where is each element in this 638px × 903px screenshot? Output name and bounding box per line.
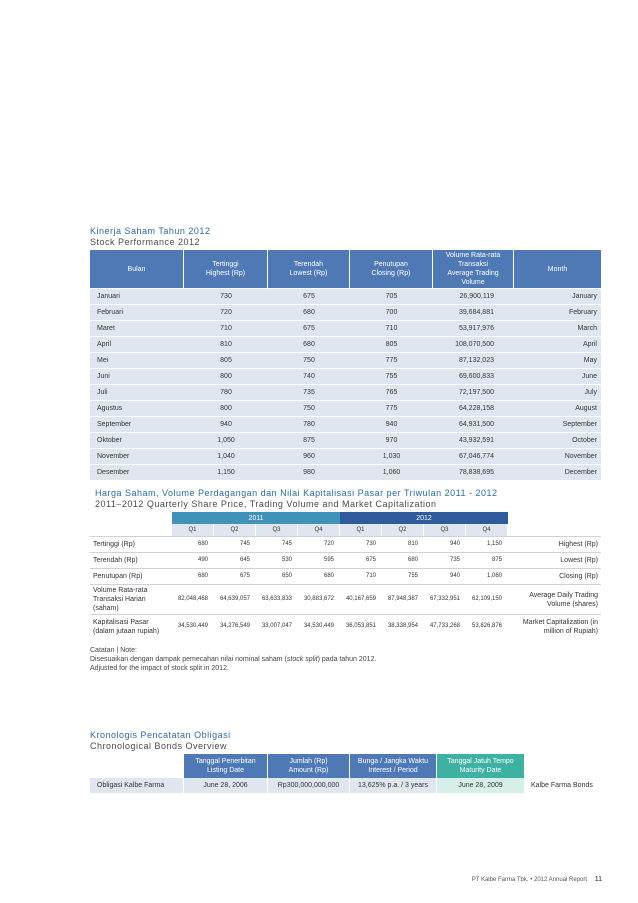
month-id-cell: November bbox=[90, 448, 184, 464]
quarter-header: Q4 bbox=[298, 524, 340, 536]
month-en-cell: January bbox=[514, 288, 601, 304]
quarter-value-cell: 720 bbox=[298, 536, 340, 552]
closing-cell: 710 bbox=[350, 320, 433, 336]
table-row bbox=[90, 384, 601, 400]
quarter-value-cell: 1,150 bbox=[466, 536, 508, 552]
footer-report: 2012 Annual Report bbox=[534, 877, 588, 883]
month-id-cell: Oktober bbox=[90, 432, 184, 448]
quarter-value-cell: 34,530,449 bbox=[172, 614, 214, 638]
quarter-value-cell: 735 bbox=[424, 552, 466, 568]
header-interest: Bunga / Jangka Waktu Interest / Period bbox=[350, 754, 437, 778]
highest-cell: 1,150 bbox=[184, 464, 268, 480]
header-listing-date: Tanggal Penerbitan Listing Date bbox=[184, 754, 268, 778]
table-row bbox=[90, 568, 601, 584]
closing-cell: 775 bbox=[350, 400, 433, 416]
lowest-cell: 750 bbox=[268, 352, 350, 368]
quarter-value-cell: 645 bbox=[214, 552, 256, 568]
quarter-value-cell: 67,332,951 bbox=[424, 584, 466, 614]
notes-heading: Catatan | Note: bbox=[90, 647, 137, 654]
quarter-header: Q2 bbox=[382, 524, 424, 536]
volume-cell: 67,046,774 bbox=[433, 448, 514, 464]
stock-performance-title: Kinerja Saham Tahun 2012 bbox=[90, 226, 211, 236]
quarter-value-cell: 34,530,449 bbox=[298, 614, 340, 638]
lowest-cell: 780 bbox=[268, 416, 350, 432]
closing-cell: 805 bbox=[350, 336, 433, 352]
volume-cell: 64,931,500 bbox=[433, 416, 514, 432]
bonds-header-row bbox=[90, 754, 601, 778]
month-en-cell: April bbox=[514, 336, 601, 352]
header-closing: Penutupan Closing (Rp) bbox=[350, 250, 433, 288]
quarter-header-row bbox=[90, 524, 601, 536]
quarter-value-cell: 64,639,057 bbox=[214, 584, 256, 614]
month-id-cell: Agustus bbox=[90, 400, 184, 416]
closing-cell: 700 bbox=[350, 304, 433, 320]
quarter-value-cell: 33,007,047 bbox=[256, 614, 298, 638]
quarter-value-cell: 940 bbox=[424, 568, 466, 584]
row-label-id: Kapitalisasi Pasar (dalam jutaan rupiah) bbox=[90, 614, 172, 638]
highest-cell: 805 bbox=[184, 352, 268, 368]
closing-cell: 1,030 bbox=[350, 448, 433, 464]
quarter-value-cell: 530 bbox=[256, 552, 298, 568]
bond-amount: Rp300,000,000,000 bbox=[268, 778, 350, 793]
quarter-value-cell: 710 bbox=[340, 568, 382, 584]
bonds-title: Kronologis Pencatatan Obligasi bbox=[90, 730, 231, 740]
table-row bbox=[90, 536, 601, 552]
table-row bbox=[90, 584, 601, 614]
table-row bbox=[90, 304, 601, 320]
table-row bbox=[90, 448, 601, 464]
year-header-row bbox=[90, 512, 601, 524]
table-row bbox=[90, 614, 601, 638]
quarter-value-cell: 675 bbox=[340, 552, 382, 568]
header-lowest: Terendah Lowest (Rp) bbox=[268, 250, 350, 288]
month-id-cell: Mei bbox=[90, 352, 184, 368]
lowest-cell: 740 bbox=[268, 368, 350, 384]
table-row bbox=[90, 464, 601, 480]
lowest-cell: 875 bbox=[268, 432, 350, 448]
header-volume: Volume Rata-rata Transaksi Average Trading Volume bbox=[433, 250, 514, 288]
quarter-value-cell: 745 bbox=[256, 536, 298, 552]
month-en-cell: May bbox=[514, 352, 601, 368]
table-row bbox=[90, 552, 601, 568]
quarterly-title: Harga Saham, Volume Perdagangan dan Nilai Kapitalisasi Pasar per Triwulan 2011 - 2012 bbox=[95, 488, 498, 498]
table-row bbox=[90, 320, 601, 336]
lowest-cell: 960 bbox=[268, 448, 350, 464]
highest-cell: 940 bbox=[184, 416, 268, 432]
quarter-value-cell: 36,053,851 bbox=[340, 614, 382, 638]
highest-cell: 780 bbox=[184, 384, 268, 400]
month-id-cell: Januari bbox=[90, 288, 184, 304]
volume-cell: 53,917,976 bbox=[433, 320, 514, 336]
quarter-value-cell: 34,276,549 bbox=[214, 614, 256, 638]
closing-cell: 775 bbox=[350, 352, 433, 368]
quarter-value-cell: 595 bbox=[298, 552, 340, 568]
highest-cell: 720 bbox=[184, 304, 268, 320]
month-id-cell: Juni bbox=[90, 368, 184, 384]
month-en-cell: February bbox=[514, 304, 601, 320]
page-number: 11 bbox=[594, 876, 602, 883]
volume-cell: 64,228,158 bbox=[433, 400, 514, 416]
month-id-cell: Juli bbox=[90, 384, 184, 400]
quarter-header: Q3 bbox=[256, 524, 298, 536]
lowest-cell: 675 bbox=[268, 320, 350, 336]
quarter-header: Q3 bbox=[424, 524, 466, 536]
row-label-id: Terendah (Rp) bbox=[90, 552, 172, 568]
quarter-value-cell: 680 bbox=[172, 536, 214, 552]
volume-cell: 26,900,119 bbox=[433, 288, 514, 304]
highest-cell: 810 bbox=[184, 336, 268, 352]
table-row bbox=[90, 352, 601, 368]
notes-line-id: Disesuaikan dengan dampak pemecahan nilai nominal saham (stock split) pada tahun 2012. bbox=[90, 656, 377, 663]
table-row bbox=[90, 288, 601, 304]
bond-name-en: Kalbe Farma Bonds bbox=[525, 778, 601, 793]
quarter-value-cell: 680 bbox=[382, 552, 424, 568]
row-label-en: Highest (Rp) bbox=[508, 536, 601, 552]
table-row bbox=[90, 432, 601, 448]
header-bulan: Bulan bbox=[90, 250, 184, 288]
closing-cell: 755 bbox=[350, 368, 433, 384]
quarter-value-cell: 680 bbox=[298, 568, 340, 584]
lowest-cell: 680 bbox=[268, 336, 350, 352]
row-label-id: Volume Rata-rata Transaksi Harian (saham) bbox=[90, 584, 172, 614]
month-en-cell: September bbox=[514, 416, 601, 432]
quarterly-table bbox=[90, 512, 601, 638]
lowest-cell: 750 bbox=[268, 400, 350, 416]
highest-cell: 1,040 bbox=[184, 448, 268, 464]
bond-listing-date: June 28, 2006 bbox=[184, 778, 268, 793]
row-label-en: Average Daily Trading Volume (shares) bbox=[508, 584, 601, 614]
volume-cell: 78,838,695 bbox=[433, 464, 514, 480]
bond-name-id: Obligasi Kalbe Farma bbox=[90, 778, 184, 793]
table-row bbox=[90, 416, 601, 432]
month-id-cell: April bbox=[90, 336, 184, 352]
row-label-en: Market Capitalization (in million of Rupiah) bbox=[508, 614, 601, 638]
quarter-value-cell: 730 bbox=[340, 536, 382, 552]
row-label-en: Lowest (Rp) bbox=[508, 552, 601, 568]
quarter-value-cell: 82,048,468 bbox=[172, 584, 214, 614]
month-id-cell: Februari bbox=[90, 304, 184, 320]
closing-cell: 970 bbox=[350, 432, 433, 448]
bonds-table bbox=[90, 754, 601, 793]
quarter-value-cell: 38,338,954 bbox=[382, 614, 424, 638]
month-en-cell: November bbox=[514, 448, 601, 464]
notes-line-en: Adjusted for the impact of stock split in 2012. bbox=[90, 665, 229, 672]
closing-cell: 1,060 bbox=[350, 464, 433, 480]
quarter-header: Q1 bbox=[340, 524, 382, 536]
highest-cell: 800 bbox=[184, 368, 268, 384]
month-en-cell: March bbox=[514, 320, 601, 336]
page-footer bbox=[472, 876, 602, 883]
lowest-cell: 980 bbox=[268, 464, 350, 480]
bonds-subtitle: Chronological Bonds Overview bbox=[90, 741, 228, 751]
lowest-cell: 680 bbox=[268, 304, 350, 320]
month-id-cell: Maret bbox=[90, 320, 184, 336]
stock-performance-section bbox=[90, 226, 601, 480]
lowest-cell: 735 bbox=[268, 384, 350, 400]
header-amount: Jumlah (Rp) Amount (Rp) bbox=[268, 754, 350, 778]
month-en-cell: December bbox=[514, 464, 601, 480]
bonds-section bbox=[90, 730, 601, 793]
quarterly-subtitle: 2011–2012 Quarterly Share Price, Trading Volume and Market Capitalization bbox=[95, 499, 437, 509]
year-2011-header: 2011 bbox=[172, 512, 340, 524]
highest-cell: 800 bbox=[184, 400, 268, 416]
highest-cell: 710 bbox=[184, 320, 268, 336]
quarter-header: Q1 bbox=[172, 524, 214, 536]
quarter-value-cell: 490 bbox=[172, 552, 214, 568]
month-en-cell: June bbox=[514, 368, 601, 384]
row-label-en: Closing (Rp) bbox=[508, 568, 601, 584]
quarter-value-cell: 745 bbox=[214, 536, 256, 552]
notes bbox=[90, 646, 376, 673]
highest-cell: 1,050 bbox=[184, 432, 268, 448]
quarter-value-cell: 940 bbox=[424, 536, 466, 552]
month-en-cell: October bbox=[514, 432, 601, 448]
quarter-value-cell: 30,883,672 bbox=[298, 584, 340, 614]
table-row bbox=[90, 336, 601, 352]
table-row bbox=[90, 368, 601, 384]
quarter-value-cell: 62,109,150 bbox=[466, 584, 508, 614]
bonds-row bbox=[90, 778, 601, 793]
quarter-value-cell: 1,060 bbox=[466, 568, 508, 584]
header-month: Month bbox=[514, 250, 601, 288]
closing-cell: 765 bbox=[350, 384, 433, 400]
footer-bullet: • bbox=[530, 877, 533, 883]
table-row bbox=[90, 400, 601, 416]
volume-cell: 87,132,023 bbox=[433, 352, 514, 368]
bond-maturity-date: June 28, 2009 bbox=[437, 778, 525, 793]
quarter-value-cell: 650 bbox=[256, 568, 298, 584]
quarter-value-cell: 875 bbox=[466, 552, 508, 568]
volume-cell: 108,070,500 bbox=[433, 336, 514, 352]
closing-cell: 940 bbox=[350, 416, 433, 432]
quarter-value-cell: 47,733,268 bbox=[424, 614, 466, 638]
volume-cell: 39,684,881 bbox=[433, 304, 514, 320]
lowest-cell: 675 bbox=[268, 288, 350, 304]
quarterly-heading bbox=[95, 488, 595, 510]
volume-cell: 43,932,591 bbox=[433, 432, 514, 448]
row-label-id: Tertinggi (Rp) bbox=[90, 536, 172, 552]
quarter-value-cell: 40,167,659 bbox=[340, 584, 382, 614]
footer-company: PT Kalbe Farma Tbk. bbox=[471, 877, 529, 883]
bond-interest: 13,625% p.a. / 3 years bbox=[350, 778, 437, 793]
stock-performance-table bbox=[90, 250, 601, 480]
header-maturity: Tanggal Jatuh Tempo Maturity Date bbox=[437, 754, 525, 778]
volume-cell: 72,197,500 bbox=[433, 384, 514, 400]
quarter-value-cell: 680 bbox=[172, 568, 214, 584]
quarter-value-cell: 755 bbox=[382, 568, 424, 584]
month-en-cell: August bbox=[514, 400, 601, 416]
quarter-header: Q4 bbox=[466, 524, 508, 536]
quarter-value-cell: 53,826,876 bbox=[466, 614, 508, 638]
header-highest: Tertinggi Highest (Rp) bbox=[184, 250, 268, 288]
stock-performance-subtitle: Stock Performance 2012 bbox=[90, 237, 201, 247]
month-en-cell: July bbox=[514, 384, 601, 400]
quarter-header: Q2 bbox=[214, 524, 256, 536]
closing-cell: 705 bbox=[350, 288, 433, 304]
volume-cell: 69,600,833 bbox=[433, 368, 514, 384]
quarter-value-cell: 675 bbox=[214, 568, 256, 584]
table-header-row bbox=[90, 250, 601, 288]
quarter-value-cell: 87,948,387 bbox=[382, 584, 424, 614]
quarterly-section bbox=[90, 512, 601, 638]
month-id-cell: September bbox=[90, 416, 184, 432]
quarter-value-cell: 810 bbox=[382, 536, 424, 552]
month-id-cell: Desember bbox=[90, 464, 184, 480]
quarter-value-cell: 63,633,833 bbox=[256, 584, 298, 614]
year-2012-header: 2012 bbox=[340, 512, 508, 524]
row-label-id: Penutupan (Rp) bbox=[90, 568, 172, 584]
highest-cell: 730 bbox=[184, 288, 268, 304]
